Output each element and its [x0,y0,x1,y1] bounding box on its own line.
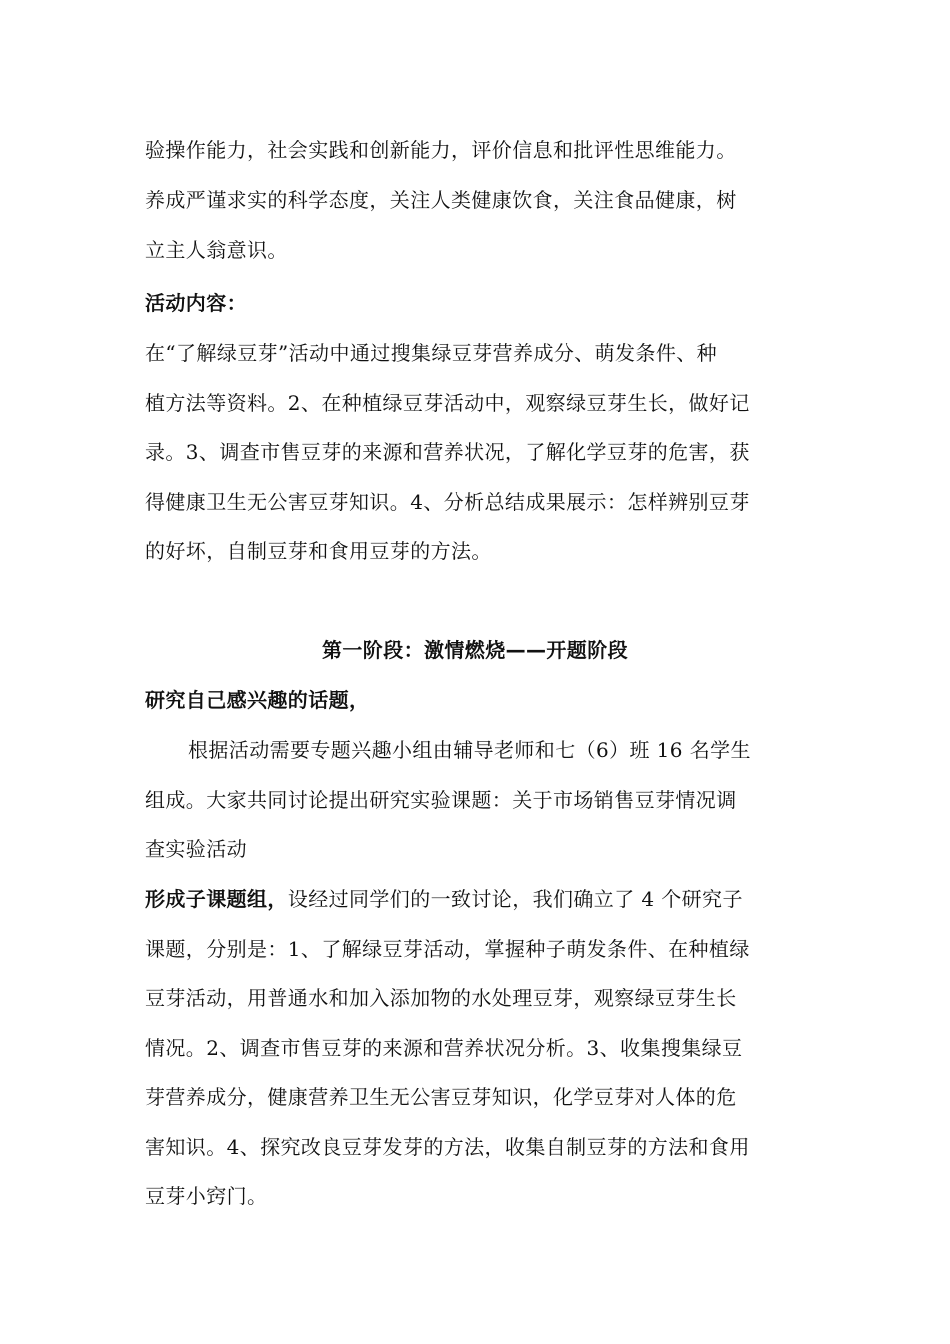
group-line-3: 查实验活动 [145,837,247,861]
subgroup-first-text: 设经过同学们的一致讨论，我们确立了 4 个研究子 [287,887,743,911]
activity-line-3: 录。3、调查市售豆芽的来源和营养状况，了解化学豆芽的危害，获 [145,440,750,464]
subgroup-line-3: 豆芽活动，用普通水和加入添加物的水处理豆芽，观察绿豆芽生长 [145,986,737,1010]
subgroup-line-1 [145,885,825,913]
group-line-1: 根据活动需要专题兴趣小组由辅导老师和七（6）班 16 名学生 [188,738,751,762]
activity-line-4: 得健康卫生无公害豆芽知识。4、分析总结成果展示：怎样辨别豆芽 [145,490,750,514]
subgroup-line-7: 豆芽小窍门。 [145,1184,268,1208]
group-line-2: 组成。大家共同讨论提出研究实验课题：关于市场销售豆芽情况调 [145,788,737,812]
subgroup-line-5: 芽营养成分，健康营养卫生无公害豆芽知识，化学豆芽对人体的危 [145,1085,737,1109]
activity-line-1: 在“了解绿豆芽”活动中通过搜集绿豆芽营养成分、萌发条件、种 [145,341,718,365]
subgroup-label: 形成子课题组， [145,887,288,911]
activity-line-2: 植方法等资料。2、在种植绿豆芽活动中，观察绿豆芽生长，做好记 [145,391,750,415]
intro-line-1: 验操作能力，社会实践和创新能力，评价信息和批评性思维能力。 [145,138,737,162]
activity-line-5: 的好坏，自制豆芽和食用豆芽的方法。 [145,539,492,563]
topic-heading: 研究自己感兴趣的话题， [145,688,370,712]
stage-title: 第一阶段：激情燃烧——开题阶段 [322,638,628,662]
intro-line-3: 立主人翁意识。 [145,238,288,262]
subgroup-line-4: 情况。2、调查市售豆芽的来源和营养状况分析。3、收集搜集绿豆 [145,1036,743,1060]
subgroup-line-6: 害知识。4、探究改良豆芽发芽的方法，收集自制豆芽的方法和食用 [145,1135,750,1159]
subgroup-line-2: 课题，分别是：1、了解绿豆芽活动，掌握种子萌发条件、在种植绿 [145,937,750,961]
intro-line-2: 养成严谨求实的科学态度，关注人类健康饮食，关注食品健康，树 [145,188,737,212]
activity-heading: 活动内容： [145,291,247,315]
